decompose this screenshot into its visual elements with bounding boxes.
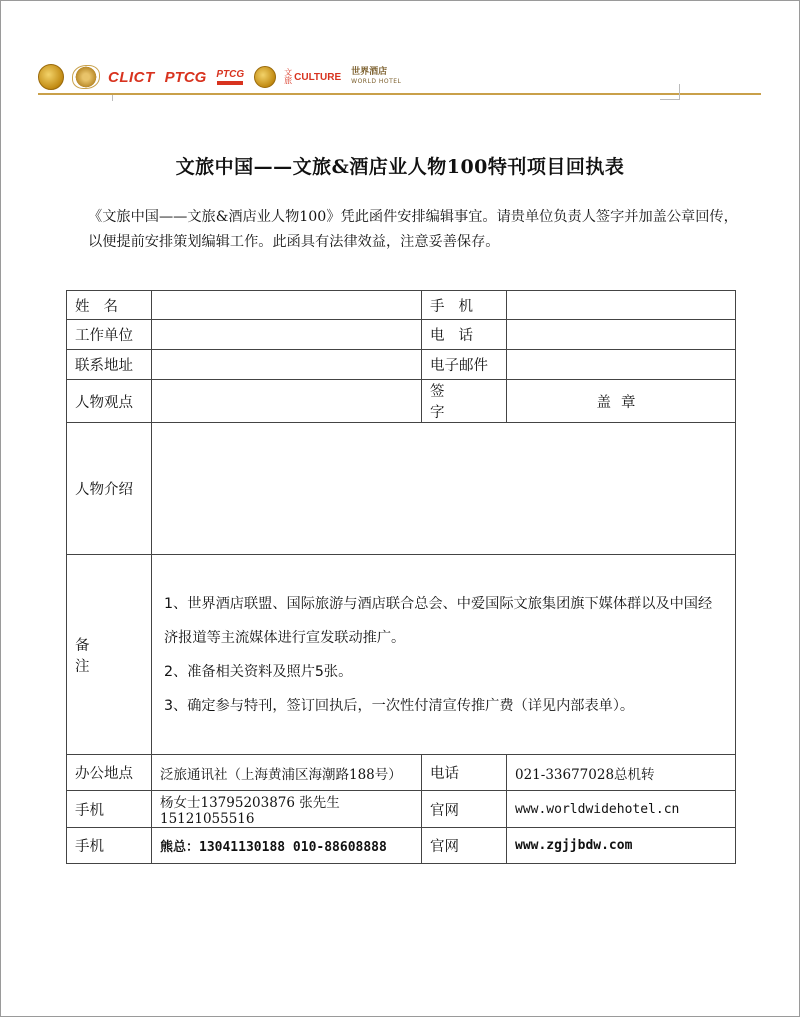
- receipt-form-table: [66, 290, 736, 864]
- culture-logo: 文旅 CULTURE: [284, 68, 342, 85]
- ptcg-logo: PTCG: [164, 68, 207, 86]
- work-unit-label: 工作单位: [67, 320, 152, 350]
- table-row: [67, 828, 736, 864]
- contact-mobile-label-2: 手机: [67, 828, 152, 864]
- note-item: 3、确定参与特刊，签订回执后，一次性付清宣传推广费（详见内部表单）。: [164, 697, 635, 714]
- contact-mobile-value: 杨女士13795203876 张先生15121055516: [152, 791, 422, 828]
- office-value: 泛旅通讯社（上海黄浦区海潮路188号）: [152, 755, 422, 791]
- office-label: 办公地点: [67, 755, 152, 791]
- ptcg-small-logo: PTCG: [216, 70, 244, 85]
- clict-logo: CLICT: [108, 68, 155, 86]
- phone-label: 电话: [422, 320, 507, 350]
- note-item: 1、世界酒店联盟、国际旅游与酒店联合总会、中爱国际文旅集团旗下媒体群以及中国经济报道等主流媒体进行宣发联动推广。: [164, 595, 713, 646]
- website-label: 官网: [422, 791, 507, 828]
- seal-logo: [38, 64, 64, 90]
- name-field[interactable]: [152, 291, 422, 320]
- table-row: [67, 791, 736, 828]
- address-label: 联系地址: [67, 350, 152, 380]
- stamp-cell[interactable]: 盖章: [507, 380, 736, 423]
- logo-bar: [38, 64, 401, 90]
- profile-field[interactable]: [152, 423, 736, 555]
- table-row: [67, 380, 736, 423]
- table-row: [67, 423, 736, 555]
- note-item: 2、准备相关资料及照片5张。: [164, 663, 353, 680]
- crop-mark: [660, 99, 680, 100]
- website-link-2[interactable]: www.zgjjbdw.com: [507, 828, 736, 864]
- work-unit-field[interactable]: [152, 320, 422, 350]
- crop-mark: [679, 84, 680, 100]
- table-row: [67, 350, 736, 380]
- email-label: 电子邮件: [422, 350, 507, 380]
- website-label-2: 官网: [422, 828, 507, 864]
- name-label: 姓名: [67, 291, 152, 320]
- signature-label: 签字: [422, 380, 507, 423]
- table-row: [67, 555, 736, 755]
- viewpoint-label: 人物观点: [67, 380, 152, 423]
- phone-field[interactable]: [507, 320, 736, 350]
- intro-paragraph: 《文旅中国——文旅&酒店业人物100》凭此函件安排编辑事宜。请贵单位负责人签字并加盖公章回传，以便提前安排策划编辑工作。此函具有法律效益，注意妥善保存。: [88, 209, 738, 250]
- contact-phone-label: 电话: [422, 755, 507, 791]
- notes-label: 备注: [67, 555, 152, 755]
- email-field[interactable]: [507, 350, 736, 380]
- contact-mobile-value-2: 熊总：13041130188 010-88608888: [152, 828, 422, 864]
- profile-label: 人物介绍: [67, 423, 152, 555]
- gold-seal-logo: [254, 66, 276, 88]
- address-field[interactable]: [152, 350, 422, 380]
- page-title: 文旅中国——文旅&酒店业人物100特刊项目回执表: [175, 156, 625, 178]
- table-row: [67, 291, 736, 320]
- table-row: [67, 755, 736, 791]
- crop-mark: [112, 95, 113, 101]
- viewpoint-field[interactable]: [152, 380, 422, 423]
- header-divider: [38, 93, 761, 95]
- table-row: [67, 320, 736, 350]
- website-link[interactable]: www.worldwidehotel.cn: [507, 791, 736, 828]
- world-hotel-logo: 世界酒店 WORLD HOTEL: [351, 67, 402, 85]
- swirl-logo: [72, 65, 100, 89]
- contact-phone-value: 021-33677028总机转: [507, 755, 736, 791]
- notes-content: [152, 555, 736, 755]
- mobile-label: 手机: [422, 291, 507, 320]
- mobile-field[interactable]: [507, 291, 736, 320]
- contact-mobile-label: 手机: [67, 791, 152, 828]
